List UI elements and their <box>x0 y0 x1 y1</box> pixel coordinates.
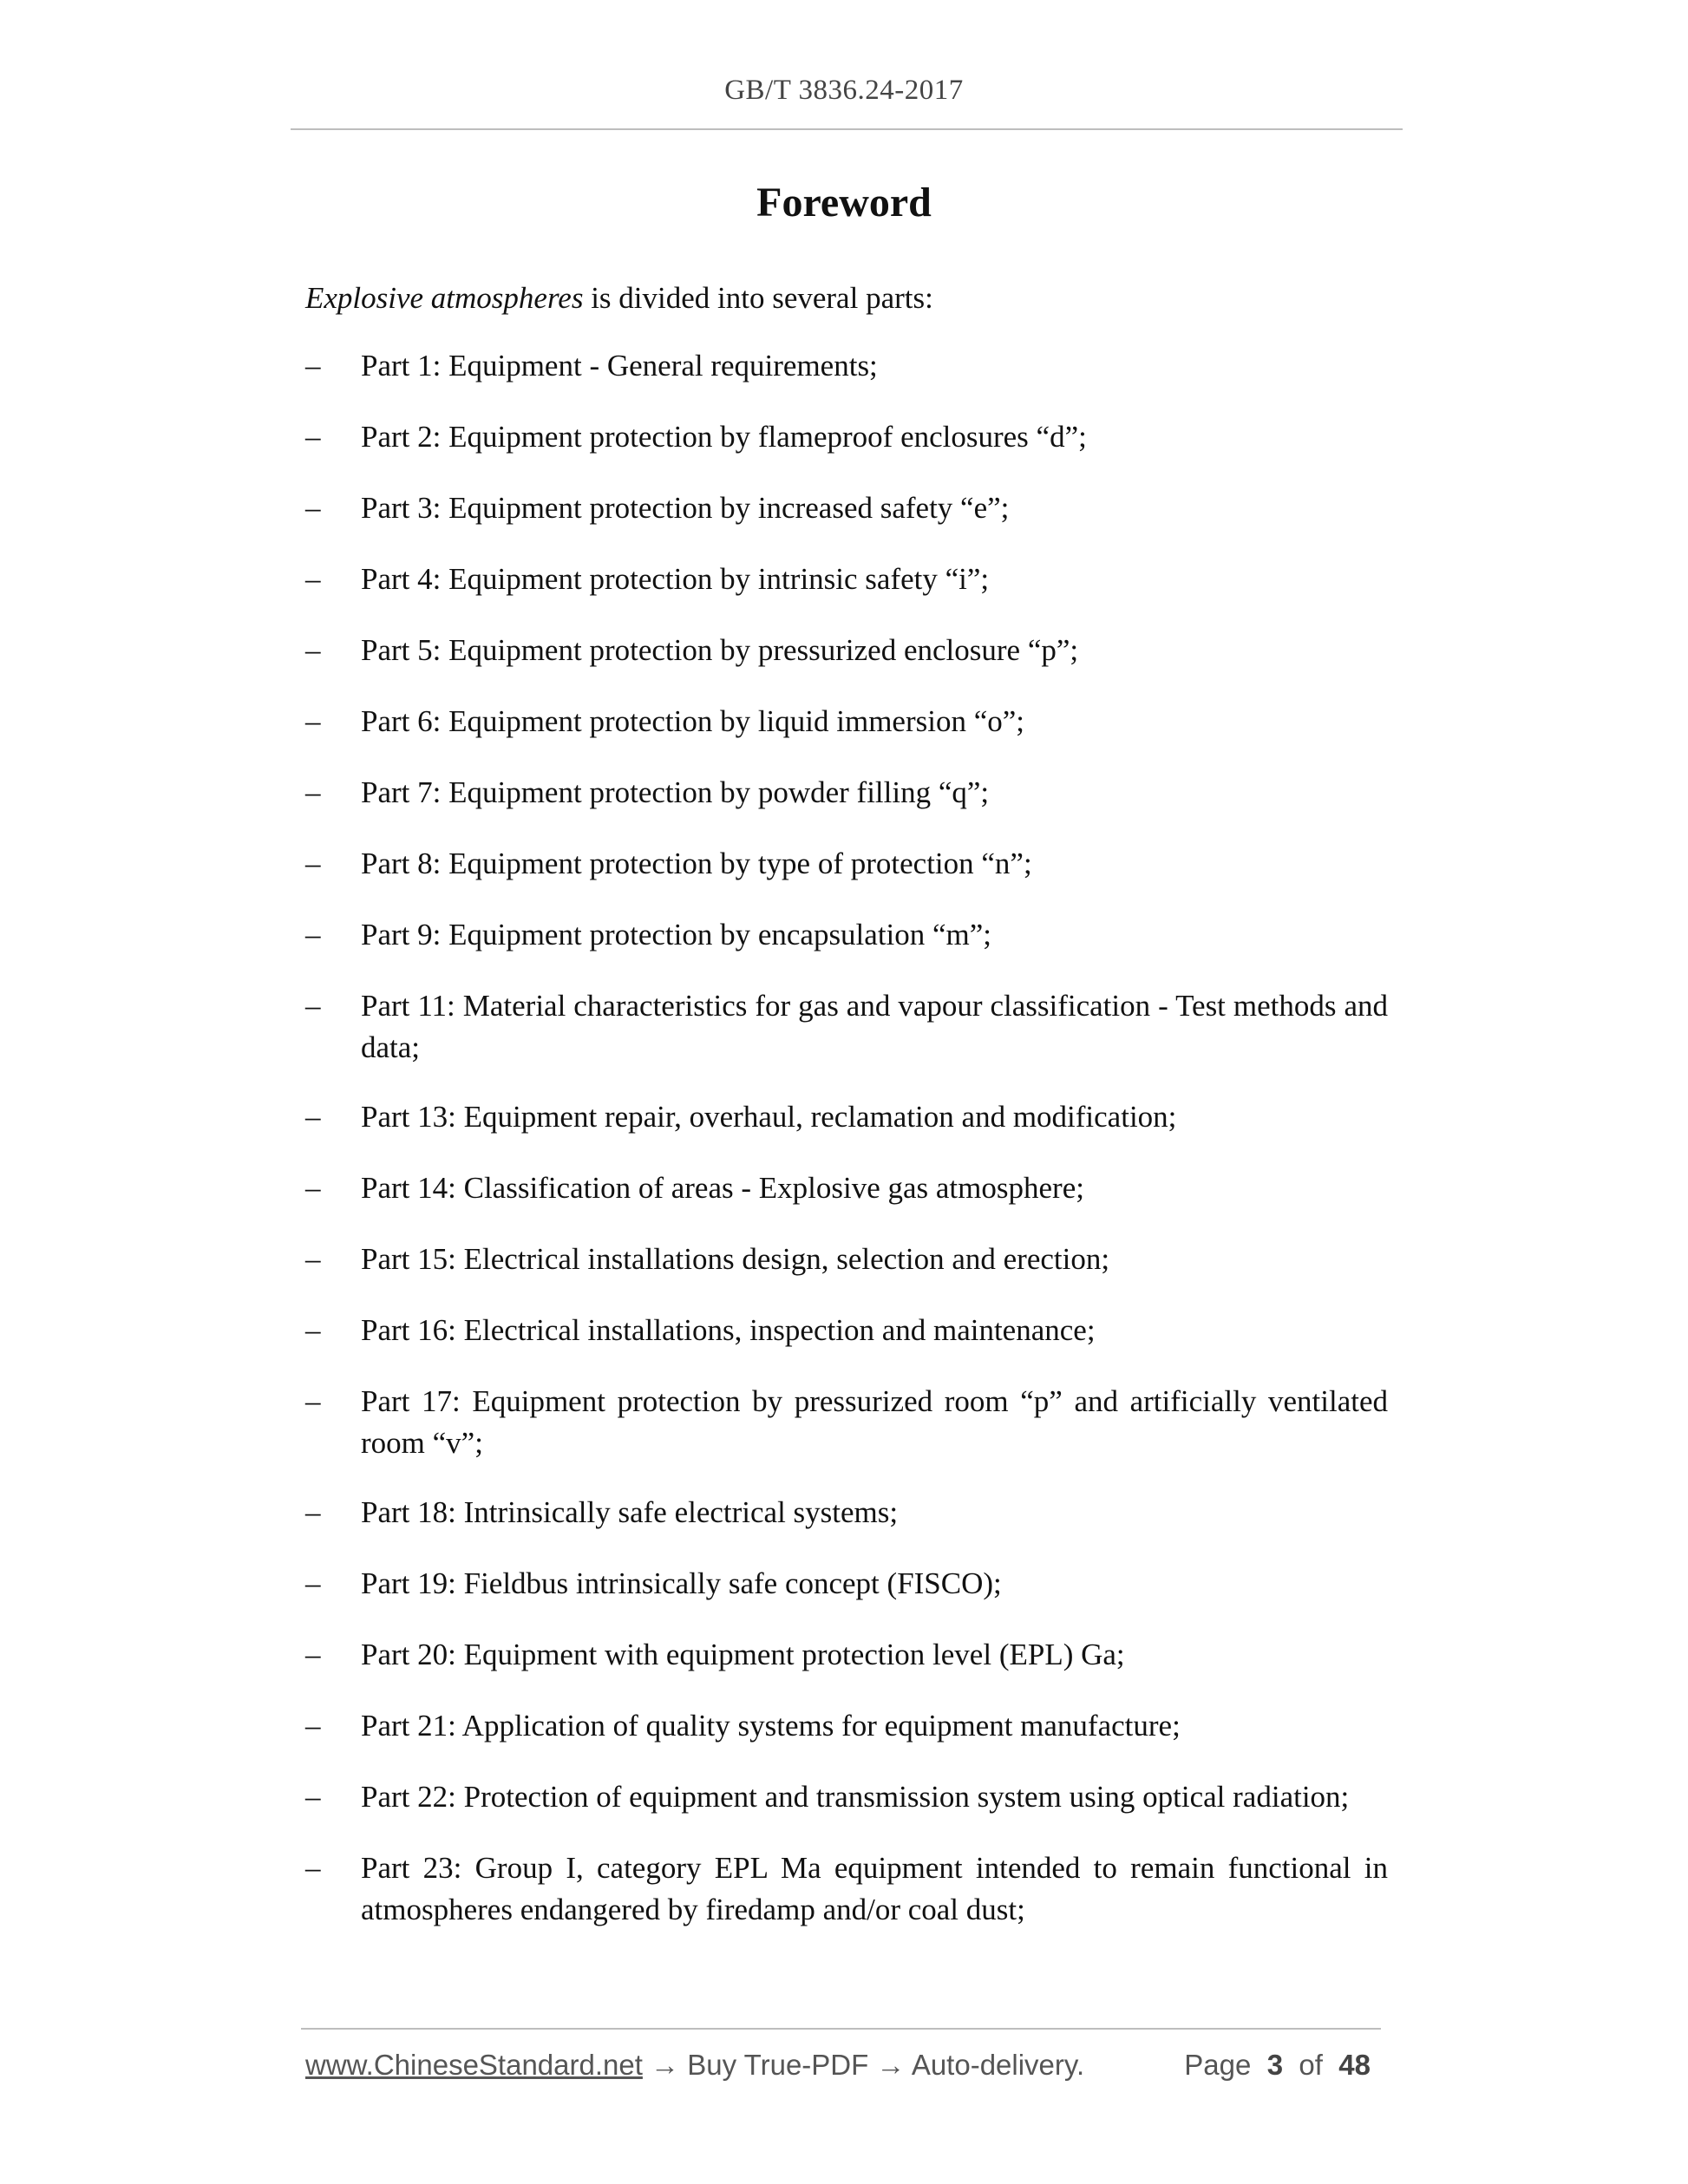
list-dash: – <box>305 1384 321 1418</box>
of-label: of <box>1299 2049 1323 2081</box>
list-item <box>305 1847 1388 1931</box>
list-item <box>305 1705 1388 1747</box>
part-text: Part 8: Equipment protection by type of protection “n”; <box>361 847 1032 880</box>
list-dash: – <box>305 1171 321 1205</box>
part-text: Part 5: Equipment protection by pressurized enclosure “p”; <box>361 633 1079 667</box>
list-item <box>305 1563 1388 1605</box>
list-dash: – <box>305 1851 321 1885</box>
list-item <box>305 1239 1388 1280</box>
list-item <box>305 772 1388 814</box>
footer-promo <box>305 2049 1084 2082</box>
list-item <box>305 1634 1388 1676</box>
page-footer <box>305 2049 1381 2092</box>
intro-text: is divided into several parts: <box>583 281 933 315</box>
list-item <box>305 914 1388 956</box>
running-header: GB/T 3836.24-2017 <box>724 75 964 106</box>
list-dash: – <box>305 633 321 667</box>
part-text: Part 13: Equipment repair, overhaul, reclamation and modification; <box>361 1100 1177 1134</box>
list-item <box>305 345 1388 387</box>
page-current: 3 <box>1266 2049 1284 2081</box>
part-text: Part 15: Electrical installations design, selection and erection; <box>361 1242 1110 1276</box>
list-item <box>305 1096 1388 1138</box>
list-dash: – <box>305 918 321 951</box>
list-dash: – <box>305 349 321 383</box>
list-dash: – <box>305 1709 321 1743</box>
list-item <box>305 1381 1388 1464</box>
header-divider <box>291 128 1403 130</box>
list-item <box>305 559 1388 600</box>
part-text: Part 16: Electrical installations, inspection and maintenance; <box>361 1313 1096 1347</box>
list-dash: – <box>305 420 321 454</box>
part-text: Part 4: Equipment protection by intrinsic safety “i”; <box>361 562 990 596</box>
list-dash: – <box>305 704 321 738</box>
website-link[interactable]: www.ChineseStandard.net <box>305 2049 643 2081</box>
part-text: Part 14: Classification of areas - Explosive gas atmosphere; <box>361 1171 1084 1205</box>
list-dash: – <box>305 989 321 1023</box>
intro-italic-title: Explosive atmospheres <box>305 281 584 315</box>
part-text: Part 20: Equipment with equipment protection level (EPL) Ga; <box>361 1638 1125 1671</box>
part-text: Part 17: Equipment protection by pressurized room “p” and artificially ventilated room “v”; <box>361 1384 1388 1460</box>
list-item <box>305 1492 1388 1533</box>
list-item <box>305 416 1388 458</box>
part-text: Part 22: Protection of equipment and transmission system using optical radiation; <box>361 1780 1350 1814</box>
list-item <box>305 1776 1388 1818</box>
page-title: Foreword <box>756 180 932 226</box>
list-dash: – <box>305 775 321 809</box>
part-text: Part 23: Group I, category EPL Ma equipment intended to remain functional in atmospheres endangered by firedamp and/or coal dust; <box>361 1851 1388 1926</box>
list-dash: – <box>305 1242 321 1276</box>
list-item <box>305 1167 1388 1209</box>
footer-divider <box>301 2028 1381 2030</box>
list-item <box>305 701 1388 742</box>
footer-promo-text: → Buy True-PDF → Auto-delivery. <box>642 2049 1085 2081</box>
list-dash: – <box>305 1100 321 1134</box>
part-text: Part 3: Equipment protection by increased safety “e”; <box>361 491 1010 525</box>
list-dash: – <box>305 1495 321 1529</box>
part-text: Part 21: Application of quality systems for equipment manufacture; <box>361 1709 1181 1743</box>
list-dash: – <box>305 847 321 880</box>
list-item <box>305 985 1388 1069</box>
part-text: Part 18: Intrinsically safe electrical systems; <box>361 1495 899 1529</box>
part-text: Part 11: Material characteristics for gas and vapour classification - Test methods and data; <box>361 989 1388 1064</box>
list-dash: – <box>305 562 321 596</box>
page-label: Page <box>1184 2049 1252 2081</box>
list-dash: – <box>305 1780 321 1814</box>
part-text: Part 7: Equipment protection by powder filling “q”; <box>361 775 990 809</box>
part-text: Part 9: Equipment protection by encapsulation “m”; <box>361 918 992 951</box>
page-total: 48 <box>1338 2049 1371 2081</box>
list-item <box>305 843 1388 885</box>
list-item <box>305 630 1388 671</box>
list-item <box>305 1310 1388 1351</box>
list-dash: – <box>305 491 321 525</box>
part-text: Part 2: Equipment protection by flameproof enclosures “d”; <box>361 420 1087 454</box>
list-dash: – <box>305 1566 321 1600</box>
intro-paragraph <box>305 278 933 319</box>
list-item <box>305 487 1388 529</box>
part-text: Part 19: Fieldbus intrinsically safe concept (FISCO); <box>361 1566 1002 1600</box>
part-text: Part 1: Equipment - General requirements; <box>361 349 878 383</box>
part-text: Part 6: Equipment protection by liquid immersion “o”; <box>361 704 1025 738</box>
list-dash: – <box>305 1313 321 1347</box>
list-dash: – <box>305 1638 321 1671</box>
page-number <box>1184 2049 1371 2082</box>
